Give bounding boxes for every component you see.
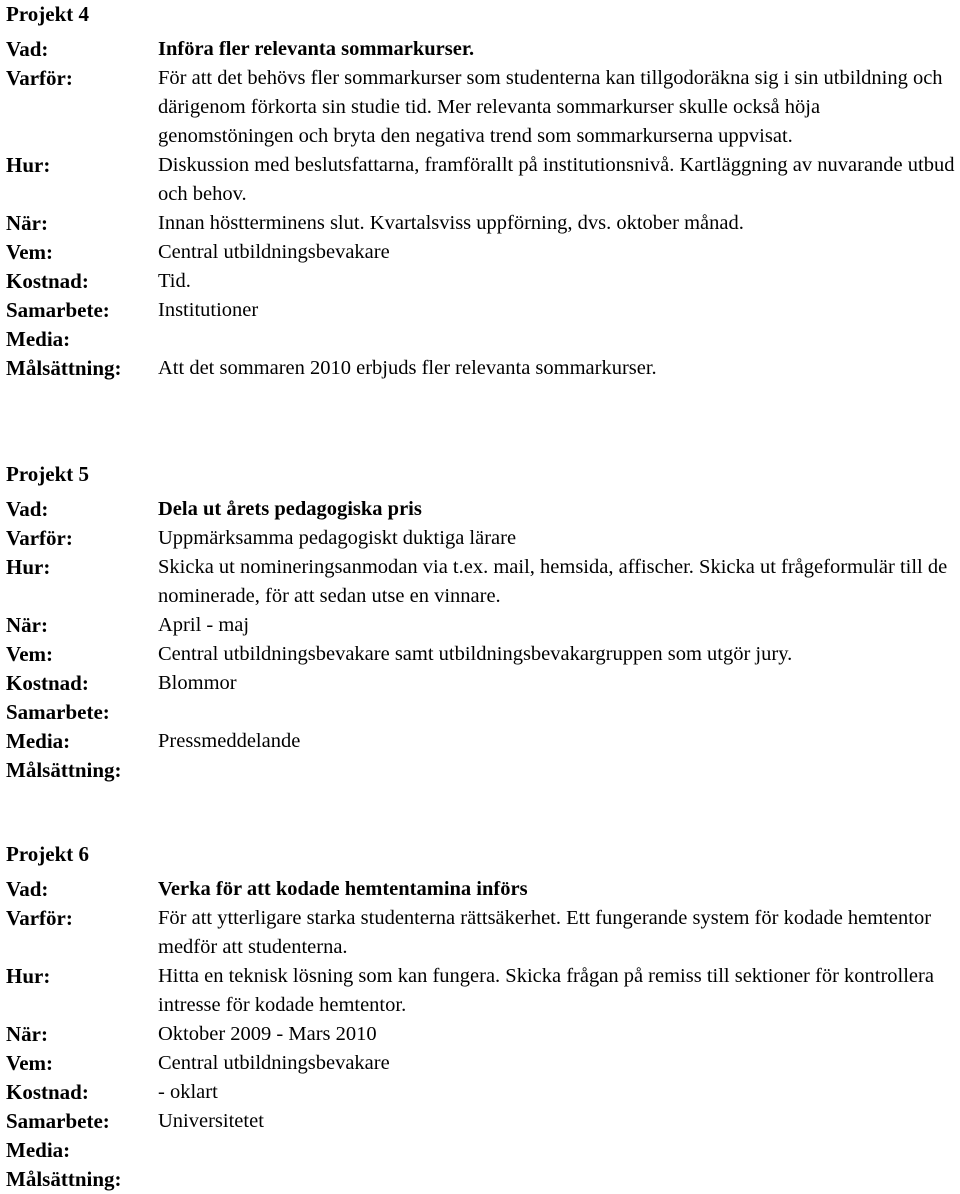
kostnad-row	[6, 669, 956, 698]
vad-label: Vad:	[6, 497, 49, 521]
varfor-value: Uppmärksamma pedagogiskt duktiga lärare	[158, 527, 517, 549]
media-row	[6, 325, 956, 354]
vad-value: Verka för att kodade hemtentamina införs	[158, 878, 528, 900]
varfor-value: För att ytterligare starka studenterna rättsäkerhet. Ett fungerande system för kodade hemtentor medför att studenterna.	[158, 907, 932, 958]
nar-label: När:	[6, 211, 48, 235]
samarbete-value: Universitetet	[158, 1110, 264, 1132]
malsattning-label: Målsättning:	[6, 356, 122, 380]
kostnad-label: Kostnad:	[6, 671, 89, 695]
hur-label: Hur:	[6, 153, 51, 177]
vad-label: Vad:	[6, 877, 49, 901]
samarbete-label: Samarbete:	[6, 1109, 110, 1133]
project-title: Projekt 4	[6, 2, 90, 26]
kostnad-value: Tid.	[158, 270, 191, 292]
samarbete-row	[6, 698, 956, 727]
malsattning-value: Att det sommaren 2010 erbjuds fler relevanta sommarkurser.	[158, 357, 657, 379]
vem-value: Central utbildningsbevakare	[158, 241, 390, 263]
nar-row	[6, 611, 956, 640]
varfor-label: Varför:	[6, 526, 73, 550]
vad-row	[6, 495, 956, 524]
varfor-label: Varför:	[6, 906, 73, 930]
malsattning-row	[6, 354, 956, 383]
nar-label: När:	[6, 1022, 48, 1046]
samarbete-value: Institutioner	[158, 299, 259, 321]
hur-value: Diskussion med beslutsfattarna, framförallt på institutionsnivå. Kartläggning av nuvarande utbud och behov.	[158, 154, 955, 205]
nar-row	[6, 1020, 956, 1049]
media-label: Media:	[6, 729, 71, 753]
media-row	[6, 1136, 956, 1165]
vem-label: Vem:	[6, 240, 54, 264]
vad-value: Införa fler relevanta sommarkurser.	[158, 38, 475, 60]
project-title: Projekt 5	[6, 462, 90, 486]
hur-label: Hur:	[6, 555, 51, 579]
vem-value: Central utbildningsbevakare	[158, 1052, 390, 1074]
samarbete-row	[6, 1107, 956, 1136]
project-title: Projekt 6	[6, 842, 90, 866]
media-label: Media:	[6, 327, 71, 351]
media-value: Pressmeddelande	[158, 730, 301, 752]
kostnad-label: Kostnad:	[6, 1080, 89, 1104]
malsattning-label: Målsättning:	[6, 758, 122, 782]
samarbete-row	[6, 296, 956, 325]
vem-label: Vem:	[6, 642, 54, 666]
hur-value: Hitta en teknisk lösning som kan fungera. Skicka frågan på remiss till sektioner för kontrollera intresse för kodade hemtentor.	[158, 965, 934, 1016]
samarbete-label: Samarbete:	[6, 700, 110, 724]
hur-value: Skicka ut nomineringsanmodan via t.ex. mail, hemsida, affischer. Skicka ut frågeformulär till de nominerade, för att sedan utse en vinnare.	[158, 556, 948, 607]
media-label: Media:	[6, 1138, 71, 1162]
hur-row	[6, 553, 956, 611]
vem-row	[6, 1049, 956, 1078]
malsattning-row	[6, 756, 956, 785]
malsattning-row	[6, 1165, 956, 1194]
vem-label: Vem:	[6, 1051, 54, 1075]
kostnad-value: Blommor	[158, 672, 237, 694]
nar-value: Innan höstterminens slut. Kvartalsviss uppförning, dvs. oktober månad.	[158, 212, 744, 234]
kostnad-value: - oklart	[158, 1081, 218, 1103]
varfor-row	[6, 904, 956, 962]
hur-row	[6, 962, 956, 1020]
vad-row	[6, 875, 956, 904]
vem-value: Central utbildningsbevakare samt utbildningsbevakargruppen som utgör jury.	[158, 643, 793, 665]
vad-row	[6, 35, 956, 64]
nar-row	[6, 209, 956, 238]
nar-value: April - maj	[158, 614, 250, 636]
vem-row	[6, 640, 956, 669]
varfor-label: Varför:	[6, 66, 73, 90]
vad-label: Vad:	[6, 37, 49, 61]
kostnad-row	[6, 267, 956, 296]
varfor-row	[6, 524, 956, 553]
nar-value: Oktober 2009 - Mars 2010	[158, 1023, 377, 1045]
hur-row	[6, 151, 956, 209]
project-4-section	[6, 0, 956, 383]
project-5-section	[6, 460, 956, 785]
varfor-value: För att det behövs fler sommarkurser som studenterna kan tillgodoräkna sig i sin utbildning och därigenom förkorta sin studie tid. Mer relevanta sommarkurser skulle också höja genomstöningen och bryta den negativa trend som sommarkurserna uppvisat.	[158, 67, 943, 147]
hur-label: Hur:	[6, 964, 51, 988]
nar-label: När:	[6, 613, 48, 637]
kostnad-label: Kostnad:	[6, 269, 89, 293]
media-row	[6, 727, 956, 756]
vad-value: Dela ut årets pedagogiska pris	[158, 498, 422, 520]
project-6-section	[6, 840, 956, 1194]
samarbete-label: Samarbete:	[6, 298, 110, 322]
kostnad-row	[6, 1078, 956, 1107]
varfor-row	[6, 64, 956, 151]
malsattning-label: Målsättning:	[6, 1167, 122, 1191]
vem-row	[6, 238, 956, 267]
